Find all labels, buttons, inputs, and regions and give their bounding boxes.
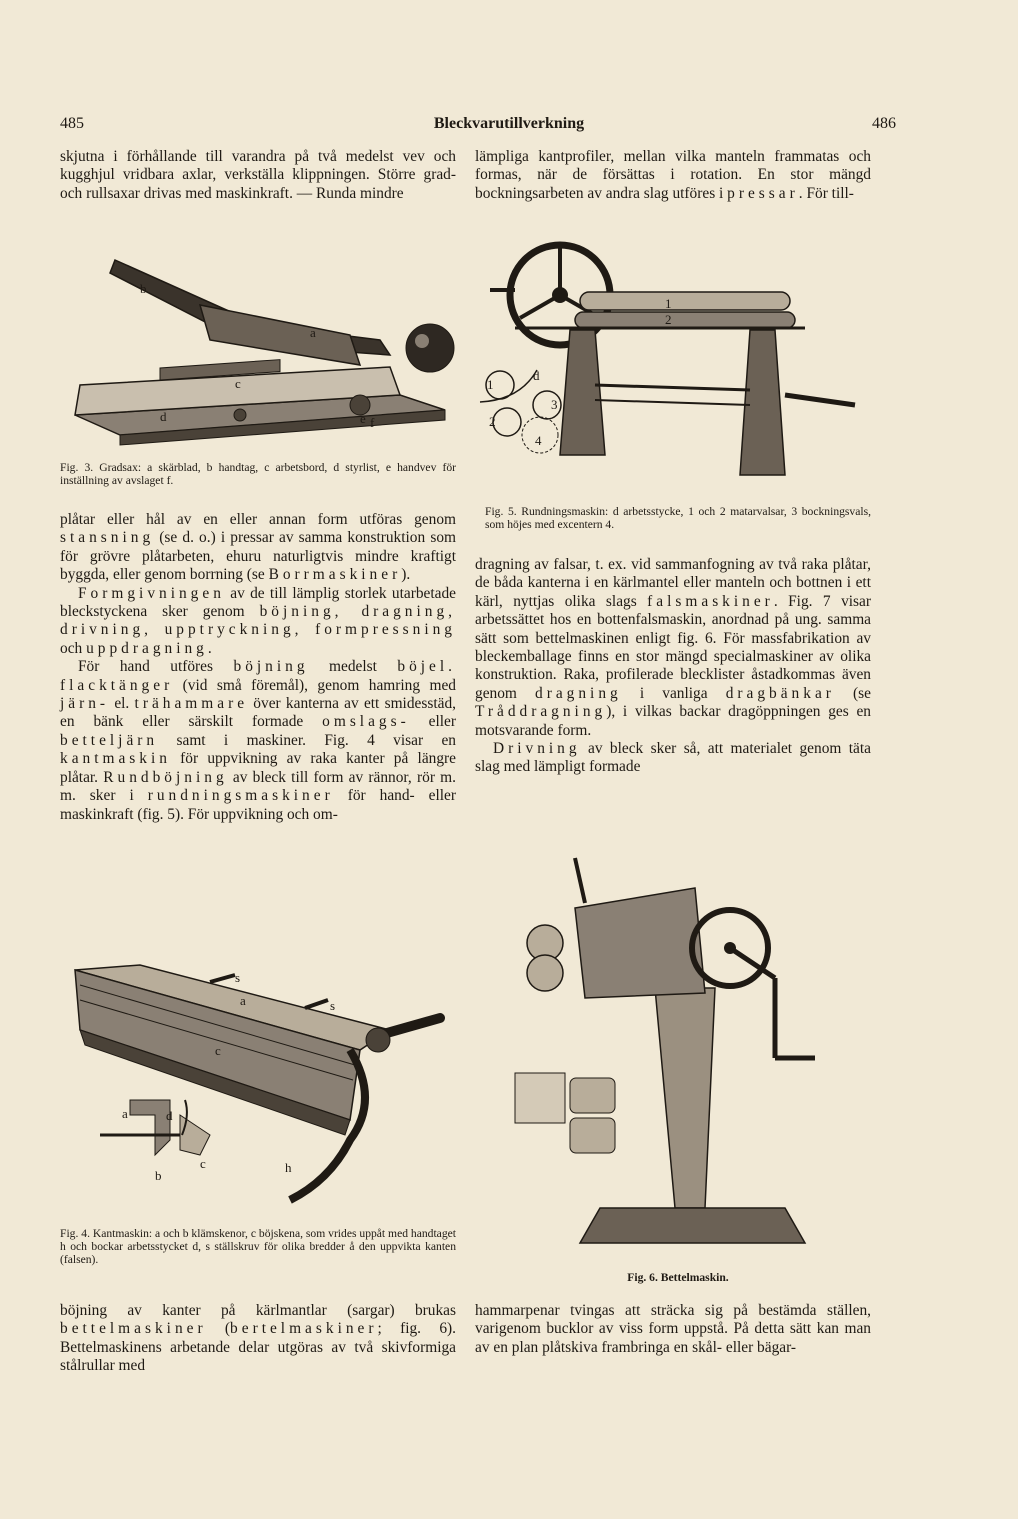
left-mid-paragraph-2 — [60, 585, 456, 659]
spaced-term: Drivning — [493, 740, 581, 758]
fig3-label-d: d — [160, 409, 167, 424]
left-column-middle — [60, 511, 456, 824]
text-run: och — [60, 639, 87, 657]
fig4-label-c-top: c — [215, 1043, 221, 1058]
fig3-label-e: e — [360, 411, 366, 426]
text-run: av de till lämplig storlek utarbetade bleckstyckena sker genom — [60, 584, 456, 621]
fig3-label-c: c — [235, 376, 241, 391]
spaced-term: Borrmaskiner — [268, 566, 402, 584]
text-run: (se — [834, 684, 871, 702]
right-mid-paragraph-2 — [475, 740, 871, 777]
text-run: el. — [109, 695, 135, 713]
spaced-term: rundningsmaskiner — [147, 787, 334, 805]
text-run: samt i maskiner. Fig. 4 visar en — [158, 731, 456, 749]
spaced-term: uppdragning — [86, 639, 208, 657]
spaced-term: böjning — [233, 658, 309, 676]
fig3-label-b: b — [140, 281, 147, 296]
left-column-bottom — [60, 1302, 456, 1376]
spaced-term: bertelmaskiner — [230, 1320, 378, 1338]
spaced-term: betteljärn — [60, 731, 159, 749]
right-column-bottom — [475, 1302, 871, 1357]
figure-6-bettel-machine — [505, 848, 835, 1263]
text-run: . För till- — [798, 184, 854, 202]
text-run: För hand utföres — [78, 658, 234, 676]
right-mid-paragraph-1 — [475, 556, 871, 740]
left-mid-paragraph-1 — [60, 511, 456, 585]
text-run: lämpliga kantprofiler, mellan vilka manteln frammatas och formas, när de försättas i rotation. En stor mängd bockningsarbeten av andra slag utföres i — [475, 148, 871, 202]
spaced-term: pressar — [727, 184, 799, 202]
figure-3-illustration — [60, 245, 460, 450]
fig5-inset-4: 4 — [535, 433, 542, 448]
text-run: ; fig. 6). Bettelmaskinens arbetande delar utgöras av två skivformiga stålrullar med — [60, 1320, 456, 1375]
text-run: plåtar eller hål av en eller annan form utföras genom — [60, 511, 456, 528]
spaced-term: järn- — [60, 695, 110, 713]
right-column-middle — [475, 556, 871, 777]
page-number-left: 485 — [60, 115, 84, 132]
text-run: . Fig. 7 visar arbetssättet hos en bottenfalsmaskin, anordnad på ung. samma sätt som bettelmaskinen enligt fig. 6. För massfabrikation av bleckemballage finns en stor mängd specialmaskiner av olika konstruktion. Raka, profilerade blecklister åstadkommas även genom — [475, 592, 871, 702]
text-run: av bleck sker så, att materialet genom täta slag med lämpligt formade — [475, 740, 871, 776]
spaced-term: böjning, dragning, drivning, upptryckning, formpressning — [60, 603, 457, 639]
text-run: . — [207, 639, 212, 657]
left-mid-paragraph-3 — [60, 658, 456, 824]
fig4-inset-d: d — [166, 1108, 173, 1123]
figure-4-edge-machine — [60, 940, 460, 1215]
spaced-term: dragbänkar — [725, 684, 835, 702]
spaced-term: omslags- — [322, 713, 410, 731]
fig3-label-f: f — [370, 415, 375, 430]
figure-6-caption — [485, 1271, 871, 1284]
spaced-term: Rundböjning — [103, 768, 228, 786]
text-run: ), i vilkas backar dragöppningen ges en motsvarande form. — [475, 703, 871, 739]
text-run: (se d. o.) i pressar av samma konstruktion som för grövre plåtarbeten, ehuru naturligtvis mindre kraftigt byggda, eller genom borrning (se — [60, 529, 456, 584]
text-run: ). — [401, 566, 411, 584]
figure-4-illustration — [60, 940, 460, 1215]
text-run: eller — [409, 713, 456, 731]
spaced-term: falsmaskiner — [647, 592, 774, 610]
text-run: för uppvikning av raka kanter på längre plåtar. — [60, 750, 456, 786]
running-title: Bleckvarutillverkning — [433, 115, 585, 132]
fig4-inset-c: c — [200, 1156, 206, 1171]
fig5-inset-1: 1 — [487, 377, 494, 392]
fig5-label-roller-1: 1 — [665, 296, 672, 311]
fig4-inset-a: a — [122, 1106, 128, 1121]
spaced-term: stansning — [60, 529, 155, 547]
figure-5-rolling-machine — [475, 240, 871, 490]
text-run: ( — [206, 1320, 231, 1338]
fig5-inset-2: 2 — [489, 414, 496, 429]
fig4-label-s1: s — [235, 970, 241, 985]
page-number-right: 486 — [872, 115, 896, 132]
figure-6-caption-text: Fig. 6. Bettelmaskin. — [627, 1271, 729, 1284]
text-run: dragning av falsar, t. ex. vid sammanfogning av två raka plåtar, de båda kanterna i en kärlmantel eller manteln och bottnen i ett kärl, nyttjas olika slags — [475, 556, 871, 610]
figure-5-illustration — [475, 240, 871, 490]
fig4-label-h: h — [285, 1160, 292, 1175]
spaced-term: böjel. flacktänger — [60, 658, 456, 694]
text-run: medelst — [308, 658, 398, 676]
fig5-inset-3: 3 — [551, 397, 558, 412]
text-run: (vid små föremål), genom hamring med — [173, 676, 456, 694]
text-run: över kanterna av ett smidesstäd, en bänk eller särskilt formade — [60, 695, 456, 731]
text-run: böjning av kanter på kärlmantlar (sargar) brukas — [60, 1302, 456, 1319]
right-top-paragraph — [475, 148, 871, 203]
text-run: av bleck till form av rännor, rör m. m. sker i — [60, 768, 456, 805]
right-column-top — [475, 148, 871, 203]
fig5-label-d: d — [533, 368, 540, 383]
figure-5-caption: Fig. 5. Rundningsmaskin: d arbetsstycke, 1 och 2 matarvalsar, 3 bockningsvals, som höjes med excentern 4. — [485, 505, 871, 531]
left-bottom-paragraph — [60, 1302, 456, 1376]
spaced-term: trähammare — [134, 695, 249, 713]
fig4-label-a-top: a — [240, 993, 246, 1008]
text-run: i vanliga — [621, 684, 726, 702]
left-column-top — [60, 148, 456, 203]
spaced-term: Formgivningen — [78, 584, 225, 602]
figure-3-caption: Fig. 3. Gradsax: a skärblad, b handtag, c arbetsbord, d styrlist, e handvev för inställning av avslaget f. — [60, 461, 456, 487]
spaced-term: dragning — [535, 684, 622, 702]
figure-3-shears — [60, 245, 460, 450]
spaced-term: kantmaskin — [60, 750, 171, 768]
figure-4-caption: Fig. 4. Kantmaskin: a och b klämskenor, c böjskena, som vrides uppåt med handtaget h och bockar arbetsstycket d, s ställskruv för olika bredder å den uppvikta kanten (falsen). — [60, 1227, 456, 1266]
right-bottom-paragraph: hammarpenar tvingas att sträcka sig på bestämda ställen, varigenom bucklor av viss form uppstå. På detta sätt kan man av en plan plåtskiva frambringa en skål- eller bägar- — [475, 1302, 871, 1356]
figure-6-illustration — [505, 848, 835, 1263]
fig4-inset-b: b — [155, 1168, 162, 1183]
fig5-label-roller-2: 2 — [665, 312, 672, 327]
spaced-term: Tråddragning — [475, 703, 607, 721]
text-run: för hand- eller maskinkraft (fig. 5). För uppvikning och om- — [60, 787, 457, 823]
fig4-label-s2: s — [330, 998, 336, 1013]
fig3-label-a: a — [310, 325, 316, 340]
left-top-paragraph: skjutna i förhållande till varandra på två medelst vev och kugghjul vridbara axlar, verkställa klippningen. Större grad- och rullsaxar drivas med maskinkraft. — Runda mindre — [60, 148, 456, 202]
spaced-term: bettelmaskiner — [60, 1320, 207, 1338]
